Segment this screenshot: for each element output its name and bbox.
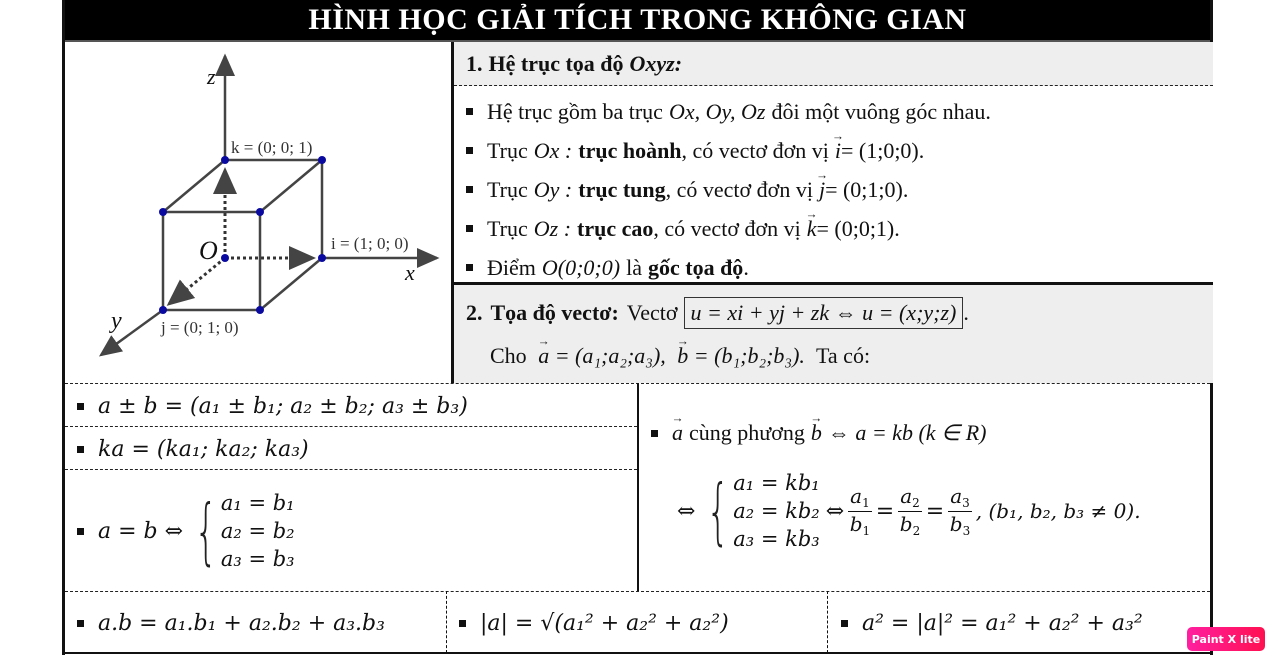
divider (637, 383, 639, 591)
bullet-icon (459, 620, 466, 627)
bullet-icon (77, 620, 84, 627)
i-vector-label: i = (1; 0; 0) (331, 234, 409, 253)
ratio-1: $\frac{a_1}{b_1}$ (849, 484, 871, 538)
formula-collinear-system: ⇔ { a₁ = kb₁ a₂ = kb₂ a₃ = kb₃ ⇔ $\frac{a_1}{b_1}$ = $\frac{a_2}{b_2}$ = $\frac{a_3}{b_3}$ , (b₁, b₂, b₃ ≠ 0). (677, 469, 1141, 553)
section-vector-coordinates (454, 282, 1213, 383)
list-item: Hệ trục gồm ba trục Ox, Oy, Oz đôi một vuông góc nhau. (466, 92, 1205, 131)
coordinate-diagram (65, 42, 454, 383)
brace-icon: { (706, 469, 730, 553)
divider (65, 469, 637, 470)
formula-dot-product: a.b = a₁.b₁ + a₂.b₂ + a₃.b₃ (77, 606, 385, 640)
page-title: HÌNH HỌC GIẢI TÍCH TRONG KHÔNG GIAN (308, 3, 967, 36)
bullet-icon (651, 430, 658, 437)
formula-scalar-mult: ka = (ka₁; ka₂; ka₃) (77, 434, 309, 464)
list-item: Trục Oz : trục cao , có vectơ đơn vị → k = (0;0;1). (466, 209, 1205, 248)
section2-heading: 2. Tọa độ vectơ: Vectơ u = xi + yj + zk ⇔ u = (x;y;z) . (466, 297, 969, 329)
formula-collinear: → a cùng phương → b ⇔ a = kb (k ∈ R) (651, 416, 986, 450)
ratio-2: $\frac{a_2}{b_2}$ (899, 484, 921, 538)
divider (65, 426, 637, 427)
bullet-icon (77, 446, 84, 453)
divider (65, 652, 1210, 654)
bullet-icon (466, 108, 473, 115)
bullet-icon (77, 528, 84, 535)
formula-square: a² = |a|² = a₁² + a₂² + a₃² (841, 606, 1143, 640)
formula-magnitude: |a| = √(a₁² + a₂² + a₂²) (459, 606, 729, 640)
bullet-icon (466, 225, 473, 232)
section1-heading: 1. Hệ trục tọa độ Oxyz: (454, 42, 1213, 86)
vector-definition-box: u = xi + yj + zk ⇔ u = (x;y;z) (684, 297, 964, 329)
formula-equality: a = b ⇔ { a₁ = b₁ a₂ = b₂ a₃ = b₃ (77, 476, 295, 586)
x-label: x (405, 260, 415, 285)
bullet-icon (466, 264, 473, 271)
section1-list (466, 92, 1205, 287)
divider (827, 591, 828, 653)
origin-label: O (199, 236, 218, 265)
k-vector-label: k = (0; 0; 1) (231, 138, 313, 157)
section-coordinate-system (454, 42, 1213, 282)
cube-axes-figure (65, 42, 454, 383)
bullet-icon (466, 147, 473, 154)
divider (446, 591, 447, 653)
z-label: z (207, 64, 216, 89)
ratio-3: $\frac{a_3}{b_3}$ (949, 484, 971, 538)
watermark-badge: Paint X lite (1187, 627, 1265, 651)
bullet-icon (841, 620, 848, 627)
list-item: Điểm O(0;0;0) là gốc tọa độ . (466, 248, 1205, 287)
bullet-icon (466, 186, 473, 193)
bullet-icon (77, 403, 84, 410)
list-item: Trục Oy : trục tung , có vectơ đơn vị → j = (0;1;0). (466, 170, 1205, 209)
equality-system: a₁ = b₁ a₂ = b₂ a₃ = b₃ (220, 491, 295, 571)
j-vector-label: j = (0; 1; 0) (161, 318, 239, 337)
title-bar (65, 0, 1210, 42)
formula-sum-diff: a ± b = (a₁ ± b₁; a₂ ± b₂; a₃ ± b₃) (77, 391, 468, 421)
brace-icon: { (194, 489, 218, 573)
formula-sheet (62, 0, 1213, 655)
list-item: Trục Ox : trục hoành , có vectơ đơn vị → i = (1;0;0). (466, 131, 1205, 170)
y-label: y (111, 308, 122, 334)
given-vectors: Cho → a = (a₁;a₂;a₃), → b = (b₁;b₂;b₃). Ta có: (490, 343, 870, 369)
divider (65, 591, 1210, 592)
